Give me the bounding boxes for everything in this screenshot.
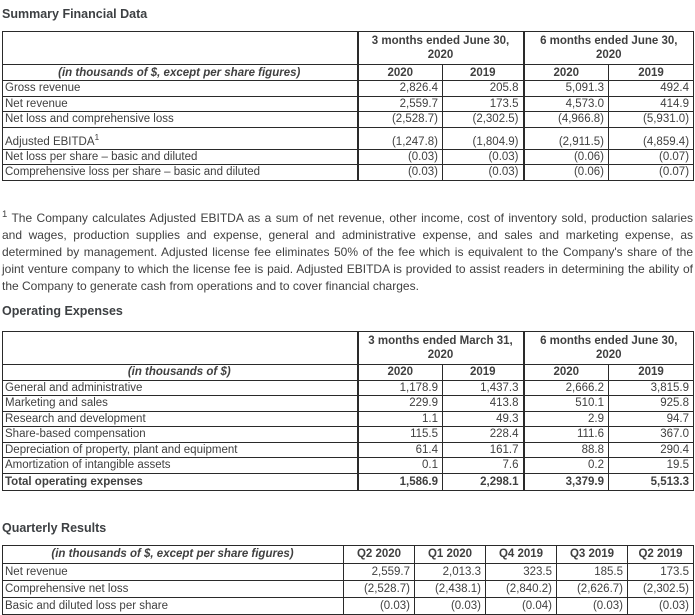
table-row (3, 597, 694, 614)
table-row (3, 427, 694, 443)
value-cell: 229.9 (358, 396, 443, 412)
year-header: 2020 (358, 65, 443, 81)
value-cell: 5,513.3 (609, 473, 694, 490)
value-cell: 173.5 (443, 96, 524, 112)
value-cell: 3,379.9 (524, 473, 609, 490)
quarter-header: Q1 2020 (415, 545, 486, 563)
empty-corner-cell (3, 32, 358, 65)
operating-expenses-table (2, 331, 694, 491)
units-label: (in thousands of $, except per share figures) (3, 65, 358, 81)
section-heading-quarterly: Quarterly Results (2, 520, 107, 535)
row-label: Depreciation of property, plant and equipment (3, 442, 358, 458)
table-row (3, 580, 694, 597)
value-cell: 2,559.7 (358, 96, 443, 112)
table-row (3, 149, 694, 165)
row-label-text: Adjusted EBITDA (5, 135, 95, 148)
year-header: 2019 (443, 65, 524, 81)
value-cell: 205.8 (443, 81, 524, 97)
value-cell: 115.5 (358, 427, 443, 443)
table-row (3, 81, 694, 97)
value-cell: 2,298.1 (443, 473, 524, 490)
year-header: 2019 (609, 65, 694, 81)
value-cell: (0.03) (358, 165, 443, 181)
year-header-row (3, 65, 694, 81)
table-row (3, 127, 694, 149)
row-label: Share-based compensation (3, 427, 358, 443)
value-cell: 367.0 (609, 427, 694, 443)
table-row (3, 458, 694, 474)
table-row (3, 165, 694, 181)
value-cell: (2,840.2) (486, 580, 557, 597)
quarter-header: Q2 2020 (344, 545, 415, 563)
value-cell: (2,626.7) (557, 580, 628, 597)
value-cell: (2,528.7) (358, 112, 443, 128)
value-cell: (0.03) (344, 597, 415, 614)
year-header: 2020 (524, 364, 609, 380)
row-label: Amortization of intangible assets (3, 458, 358, 474)
table-row (3, 411, 694, 427)
value-cell: (0.07) (609, 149, 694, 165)
value-cell: 0.1 (358, 458, 443, 474)
value-cell: (0.03) (415, 597, 486, 614)
value-cell: 290.4 (609, 442, 694, 458)
value-cell: 7.6 (443, 458, 524, 474)
year-header: 2020 (358, 364, 443, 380)
table-row (3, 96, 694, 112)
row-label: Net loss per share – basic and diluted (3, 149, 358, 165)
value-cell: (0.06) (524, 149, 609, 165)
value-cell: 2,666.2 (524, 380, 609, 396)
value-cell: (0.04) (486, 597, 557, 614)
section-heading-operating: Operating Expenses (2, 303, 123, 318)
value-cell: 492.4 (609, 81, 694, 97)
row-label: General and administrative (3, 380, 358, 396)
value-cell: 323.5 (486, 563, 557, 580)
value-cell: 3,815.9 (609, 380, 694, 396)
table-row (3, 563, 694, 580)
row-label: Net revenue (3, 563, 344, 580)
value-cell: (0.03) (443, 165, 524, 181)
footnote-marker: 1 (2, 208, 8, 220)
row-label: Total operating expenses (3, 473, 358, 490)
value-cell: (1,247.8) (358, 127, 443, 149)
table-row (3, 380, 694, 396)
value-cell: 185.5 (557, 563, 628, 580)
year-header-row (3, 364, 694, 380)
value-cell: 2.9 (524, 411, 609, 427)
row-label: Comprehensive loss per share – basic and diluted (3, 165, 358, 181)
year-header: 2019 (443, 364, 524, 380)
row-label (3, 127, 358, 149)
value-cell: 228.4 (443, 427, 524, 443)
value-cell: (0.03) (628, 597, 694, 614)
footnote-text: The Company calculates Adjusted EBITDA as a sum of net revenue, other income, cost of inventory sold, production salaries and wages, production supplies and expense, general and administrative expense, and sales and marketing expense, as determined by management. Adjusted license fee eliminates 50% of the fee which is equivalent to the Company's share of the joint venture company to which the license fee is paid. Adjusted EBITDA is provided to assist readers in determining the ability of the Company to generate cash from operations and to cover financial charges. (2, 210, 693, 293)
year-header: 2019 (609, 364, 694, 380)
value-cell: (1,804.9) (443, 127, 524, 149)
row-label: Net revenue (3, 96, 358, 112)
value-cell: 414.9 (609, 96, 694, 112)
value-cell: (0.07) (609, 165, 694, 181)
quarter-header: Q3 2019 (557, 545, 628, 563)
group-header-6mo: 6 months ended June 30, 2020 (524, 32, 694, 65)
value-cell: 161.7 (443, 442, 524, 458)
quarterly-results-table (2, 545, 694, 615)
group-header-row (3, 32, 694, 65)
table-row (3, 442, 694, 458)
value-cell: (2,302.5) (628, 580, 694, 597)
value-cell: 111.6 (524, 427, 609, 443)
value-cell: (2,302.5) (443, 112, 524, 128)
quarter-header: Q4 2019 (486, 545, 557, 563)
value-cell: 2,013.3 (415, 563, 486, 580)
value-cell: 2,559.7 (344, 563, 415, 580)
group-header-3mo: 3 months ended March 31, 2020 (358, 331, 524, 364)
value-cell: 413.8 (443, 396, 524, 412)
value-cell: 19.5 (609, 458, 694, 474)
row-label: Marketing and sales (3, 396, 358, 412)
summary-financial-table (2, 31, 694, 181)
value-cell: 61.4 (358, 442, 443, 458)
value-cell: 0.2 (524, 458, 609, 474)
value-cell: 510.1 (524, 396, 609, 412)
value-cell: 94.7 (609, 411, 694, 427)
table-row (3, 112, 694, 128)
section-heading-summary: Summary Financial Data (2, 7, 148, 21)
value-cell: 2,826.4 (358, 81, 443, 97)
units-label: (in thousands of $, except per share figures) (3, 545, 344, 563)
value-cell: 925.8 (609, 396, 694, 412)
value-cell: 1,437.3 (443, 380, 524, 396)
empty-corner-cell (3, 331, 358, 364)
value-cell: (0.03) (358, 149, 443, 165)
value-cell: 4,573.0 (524, 96, 609, 112)
value-cell: (0.06) (524, 165, 609, 181)
year-header: 2020 (524, 65, 609, 81)
value-cell: 5,091.3 (524, 81, 609, 97)
value-cell: 1.1 (358, 411, 443, 427)
value-cell: (5,931.0) (609, 112, 694, 128)
quarter-header: Q2 2019 (628, 545, 694, 563)
units-label: (in thousands of $) (3, 364, 358, 380)
quarter-header-row (3, 545, 694, 563)
row-label: Basic and diluted loss per share (3, 597, 344, 614)
row-label: Research and development (3, 411, 358, 427)
value-cell: 173.5 (628, 563, 694, 580)
group-header-3mo: 3 months ended June 30, 2020 (358, 32, 524, 65)
group-header-6mo: 6 months ended June 30, 2020 (524, 331, 694, 364)
value-cell: (2,438.1) (415, 580, 486, 597)
value-cell: (4,859.4) (609, 127, 694, 149)
row-label: Comprehensive net loss (3, 580, 344, 597)
value-cell: (2,911.5) (524, 127, 609, 149)
value-cell: (0.03) (557, 597, 628, 614)
value-cell: 1,178.9 (358, 380, 443, 396)
value-cell: 49.3 (443, 411, 524, 427)
total-row (3, 473, 694, 490)
row-label: Net loss and comprehensive loss (3, 112, 358, 128)
footnote-reference: 1 (94, 131, 100, 142)
value-cell: (4,966.8) (524, 112, 609, 128)
table-row (3, 396, 694, 412)
row-label: Gross revenue (3, 81, 358, 97)
value-cell: (0.03) (443, 149, 524, 165)
value-cell: (2,528.7) (344, 580, 415, 597)
group-header-row (3, 331, 694, 364)
value-cell: 1,586.9 (358, 473, 443, 490)
ebitda-footnote (2, 210, 693, 295)
value-cell: 88.8 (524, 442, 609, 458)
